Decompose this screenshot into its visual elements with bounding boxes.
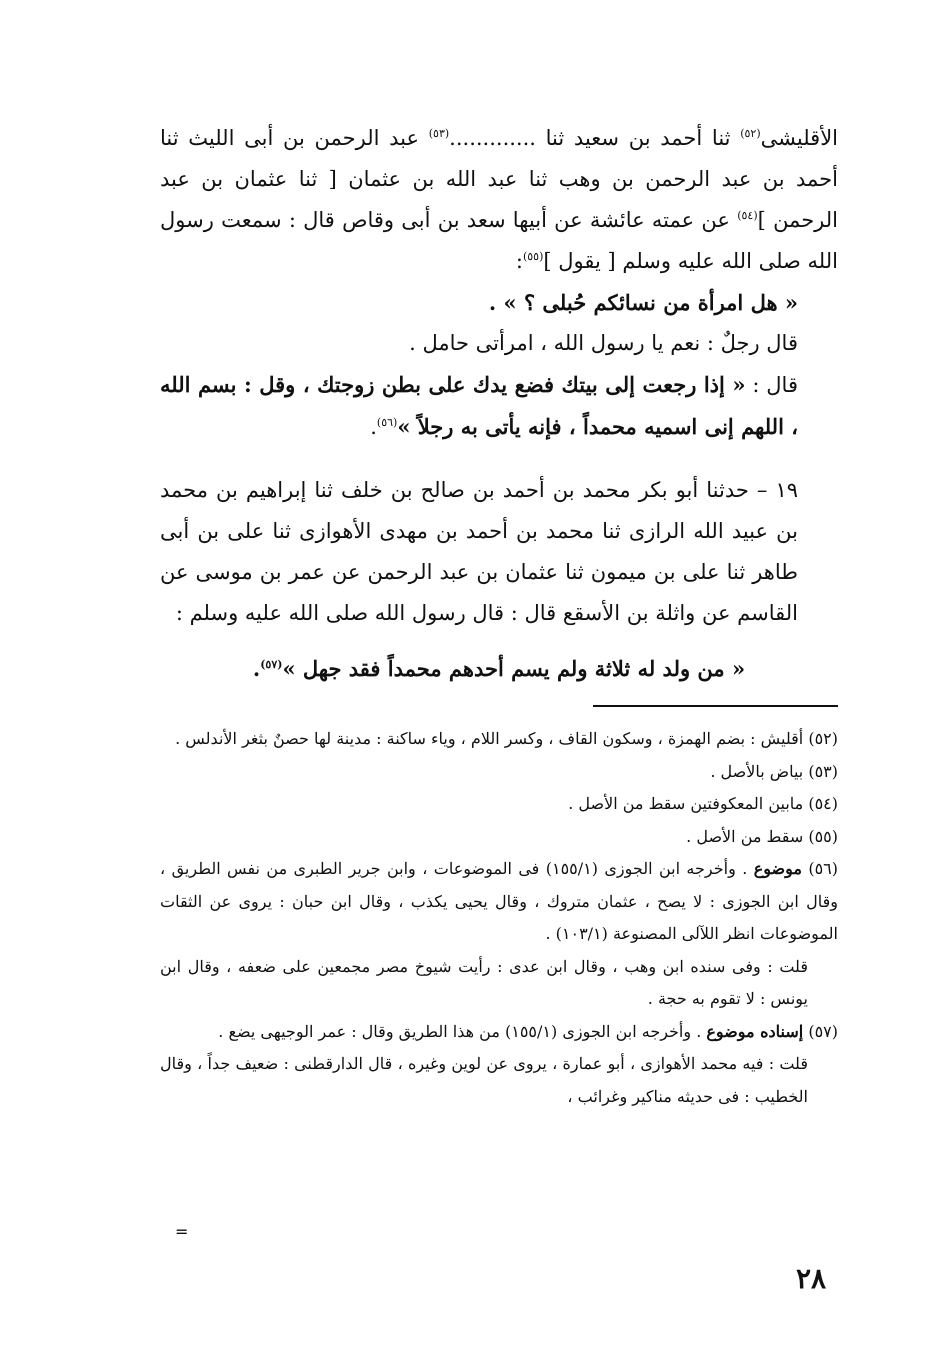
text-segment: :: [515, 249, 523, 273]
text-segment: ثنا أحمد بن سعيد ثنا .............: [449, 126, 741, 150]
footnote-57-comment: قلت : فيه محمد الأهوازى ، أبو عمارة ، يروى عن لوين وغيره ، قال الدارقطنى : ضعيف جداً ، وقال الخطيب : فى حديثه مناكير وغرائب ،: [160, 1054, 808, 1106]
page-number: ٢٨: [796, 1262, 827, 1295]
main-text: [160, 118, 838, 689]
prophet-answer: [160, 364, 838, 448]
hadith-19-text: [160, 648, 838, 689]
text-segment: .: [252, 656, 261, 681]
hadith-text: « إذا رجعت إلى بيتك فضع يدك على بطن زوجتك ، وقل : بسم الله ، اللهم إنى اسميه محمداً ، فإنه يأتى به رجلاً »: [160, 372, 798, 439]
footnote-ref[interactable]: (٥٤): [737, 209, 758, 222]
text-segment: عن عمته عائشة عن أبيها سعد بن أبى وقاص قال : سمعت رسول الله صلى الله عليه وسلم [ يقول ]: [160, 208, 838, 273]
footnote-53: (٥٣) بياض بالأصل .: [710, 761, 838, 781]
continuation-mark: =: [175, 1222, 189, 1241]
footnote-54: (٥٤) مابين المعكوفتين سقط من الأصل .: [568, 794, 838, 813]
footnotes: [160, 723, 838, 1113]
footnote-55: (٥٥) سقط من الأصل .: [686, 826, 838, 846]
hadith-question: « هل امرأة من نسائكم حُبلى ؟ » .: [488, 290, 798, 315]
footnote-ref[interactable]: (٥٦): [376, 416, 398, 429]
page-body: [160, 118, 838, 1113]
hadith-text: « من ولد له ثلاثة ولم يسم أحدهم محمداً فقد جهل »: [282, 656, 746, 681]
footnote-52: (٥٢) أقليش : بضم الهمزة ، وسكون القاف ، وكسر اللام ، وياء ساكنة : مدينة لها حصنٌ بثغر الأندلس .: [175, 729, 838, 748]
footnote-text: . وأخرجه ابن الجوزى (١٥٥/١) من هذا الطريق وقال : عمر الوجيهى يضع .: [218, 1021, 707, 1041]
footnote-ref[interactable]: (٥٥): [522, 250, 544, 263]
footnote-number: (٥٦): [801, 859, 839, 878]
text-segment: الأقليشى: [760, 126, 839, 150]
footnote-56-comment: قلت : وفى سنده ابن وهب ، وقال ابن عدى : رأيت شيوخ مصر مجمعين على ضعفه ، وقال ابن يونس : لا تقوم به حجة .: [160, 956, 808, 1008]
footnote-57: [160, 1016, 838, 1049]
text-segment: قال :: [745, 373, 798, 397]
footnote-separator: [593, 705, 838, 707]
text-segment: .: [370, 415, 377, 439]
isnad-paragraph: [160, 118, 838, 282]
spacer: [160, 448, 838, 470]
grading: موضوع: [753, 859, 802, 878]
footnote-56: [160, 853, 838, 951]
grading: إسناده موضوع: [706, 1021, 804, 1041]
footnote-ref[interactable]: (٥٢): [740, 127, 761, 140]
man-reply: قال رجلٌ : نعم يا رسول الله ، امرأتى حامل .: [409, 331, 798, 355]
footnote-number: (٥٧): [803, 1021, 838, 1041]
text-segment: عبد الرحمن بن أبى الليث ثنا أحمد بن عبد الرحمن بن وهب ثنا عبد الله بن عثمان [ ثنا عثمان بن عبد الرحمن ]: [160, 126, 838, 232]
footnote-text: . وأخرجه ابن الجوزى (١٥٥/١) فى الموضوعات ، وابن جرير الطبرى من نفس الطريق ، وقال ابن الجوزى : لا يصح ، عثمان متروك ، وقال يحيى يكذب ، وقال ابن حبان : يروى عن الثقات الموضوعات انظر اللآلى المصنوعة (١٠٣/١) .: [160, 859, 838, 943]
footnote-ref[interactable]: (٥٧): [260, 658, 283, 671]
hadith-19-isnad: ١٩ – حدثنا أبو بكر محمد بن أحمد بن صالح بن خلف ثنا إبراهيم بن محمد بن عبيد الله الرازى ثنا محمد بن أحمد بن مهدى الأهوازى ثنا على بن أبى طاهر ثنا على بن ميمون ثنا عثمان بن عبد الرحمن عن عمر بن موسى عن القاسم عن واثلة بن الأسقع قال : قال رسول الله صلى الله عليه وسلم :: [160, 478, 798, 625]
footnote-ref[interactable]: (٥٣): [428, 127, 450, 140]
